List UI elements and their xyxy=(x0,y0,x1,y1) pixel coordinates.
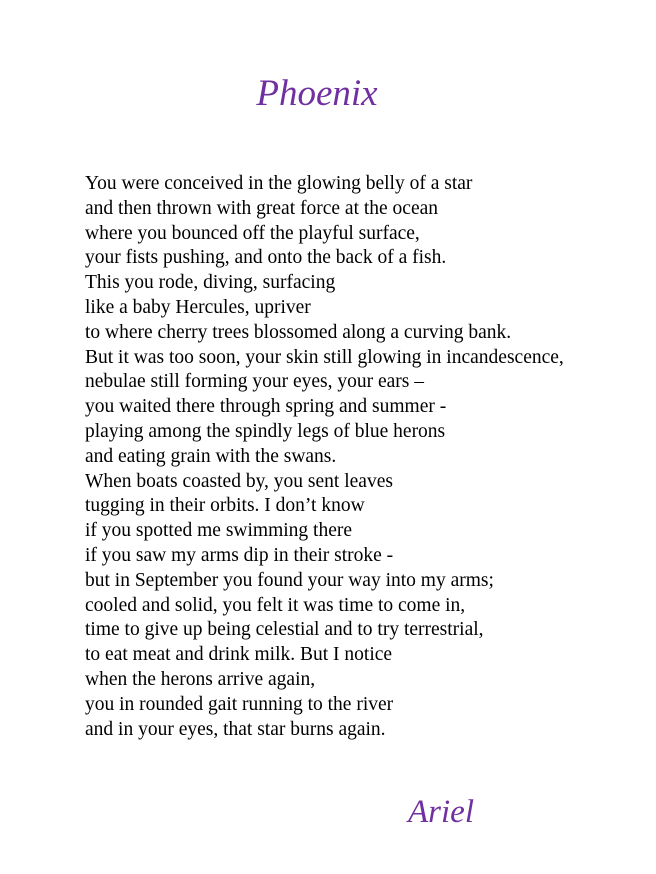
poem-line: but in September you found your way into my arms; xyxy=(85,569,494,591)
poem-line: you in rounded gait running to the river xyxy=(85,693,394,715)
poem-line: your fists pushing, and onto the back of a fish. xyxy=(85,247,447,269)
poem-line: to eat meat and drink milk. But I notice xyxy=(85,644,393,666)
poem-line: when the herons arrive again, xyxy=(85,668,316,690)
poem-line: cooled and solid, you felt it was time to come in, xyxy=(85,594,466,616)
poem-body xyxy=(85,172,645,742)
poem-line: like a baby Hercules, upriver xyxy=(85,296,311,318)
poem-line: you waited there through spring and summer - xyxy=(85,396,447,418)
poem-line: time to give up being celestial and to try terrestrial, xyxy=(85,619,484,641)
poem-line: and eating grain with the swans. xyxy=(85,445,337,467)
poem-line: This you rode, diving, surfacing xyxy=(85,272,336,294)
poem-line: playing among the spindly legs of blue herons xyxy=(85,420,446,442)
poem-line: and in your eyes, that star burns again. xyxy=(85,718,386,740)
poem-line: When boats coasted by, you sent leaves xyxy=(85,470,393,492)
poem-title: Phoenix xyxy=(256,73,378,114)
poem-author-signature: Ariel xyxy=(408,794,474,830)
poem-line: and then thrown with great force at the ocean xyxy=(85,197,439,219)
poem-line: tugging in their orbits. I don’t know xyxy=(85,495,365,517)
poem-line: But it was too soon, your skin still glowing in incandescence, xyxy=(85,346,564,368)
poem-line: where you bounced off the playful surface, xyxy=(85,222,420,244)
poem-line: if you saw my arms dip in their stroke - xyxy=(85,544,394,566)
poem-line: to where cherry trees blossomed along a curving bank. xyxy=(85,321,512,343)
poem-line: nebulae still forming your eyes, your ears – xyxy=(85,371,424,393)
poem-line: You were conceived in the glowing belly of a star xyxy=(85,173,473,194)
poem-line: if you spotted me swimming there xyxy=(85,520,353,542)
